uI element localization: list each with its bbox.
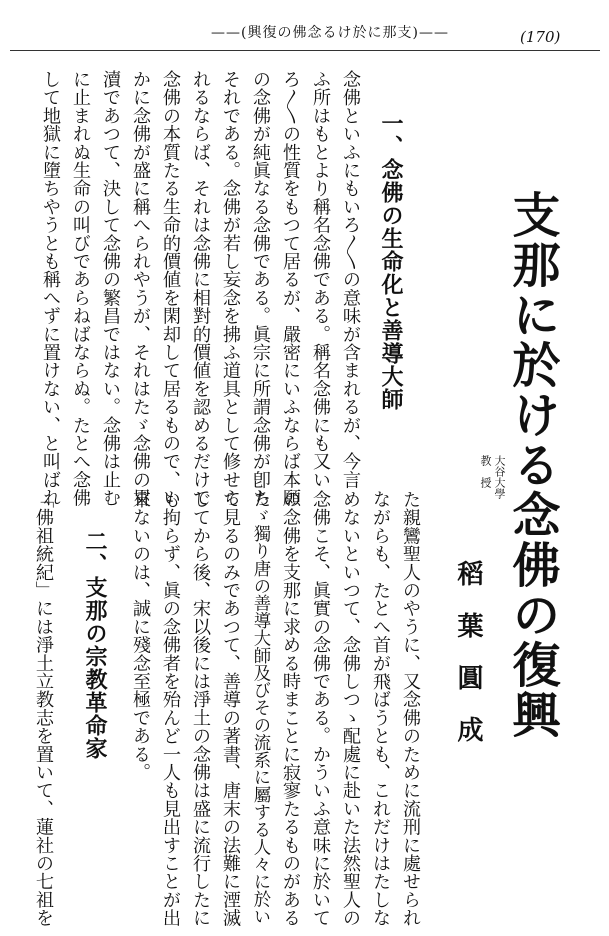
section-1-body-line: 念佛の本質たる生命的價値を閑却して居るもので、い — [160, 70, 181, 507]
section-2-body-line: ながらも、たとへ首が飛ばうとも、これだけはたしな — [370, 490, 391, 927]
section-2-body-line: してから後、宋以後には淨土の念佛は盛に流行したに — [190, 490, 211, 927]
section-1-body-line: それである。念佛が若し妄念を拂ふ道具として修せら — [220, 70, 241, 507]
section-1-body-line: ふ所はもとより稱名念佛である。稱名念佛にも又い — [310, 70, 331, 489]
section-1-body-line: かに念佛が盛に稱へられやうが、それはたゞ念佛の冒 — [130, 70, 151, 507]
section-1-body-line: して地獄に墮ちやうとも稱へずに置けない、と叫ばれ — [40, 70, 61, 507]
section-1-body-line: 念佛といふにもいろ〳〵の意味が含まれるが、今言 — [340, 70, 361, 489]
section-2-body-line: も拘らず、眞の念佛者を殆んど一人も見出すことが出 — [160, 490, 181, 927]
section-1-body-line: ろ〳〵の性質をもつて居るが、嚴密にいふならば本願 — [280, 70, 301, 507]
author-name: 稻葉圓成 — [453, 560, 483, 768]
author-affiliation-line-1: 大谷大學 — [493, 455, 506, 499]
section-1-body-line: の念佛が純眞なる念佛である。眞宗に所謂念佛が卽ち — [250, 70, 271, 507]
section-2-body-line: 來ないのは、誠に殘念至極である。 — [130, 490, 151, 782]
section-2-body-line: て見るのみであつて、善導の著書、唐末の法難に湮滅 — [220, 490, 241, 927]
section-2-body-line: た親鸞聖人のやうに、又念佛のために流刑に處せられ — [400, 490, 421, 927]
section-2-body-line: めないといつて、念佛しつゝ配處に赴いた法然聖人の — [340, 490, 361, 927]
section-1-body-line: 瀆であつて、決して念佛の繁昌ではない。念佛は止む — [100, 70, 121, 507]
section-1-body-line: に止まれぬ生命の叫びであらねばならぬ。たとへ念佛 — [70, 70, 91, 507]
author-affiliation-line-2: 教 授 — [479, 455, 492, 488]
section-2-body-line: 「佛祖統紀」には淨土立教志を置いて、蓮社の七祖を — [33, 490, 54, 927]
section-2-body-line: 念佛こそ、眞實の念佛である。かういふ意味に於いて — [310, 490, 331, 927]
running-title: ——(興復の佛念るけ於に那支)—— — [211, 25, 449, 41]
section-1-body-line: れるならば、それは念佛に相對的價値を認めるだけで — [190, 70, 211, 507]
article-title: 支那に於ける念佛の復興 — [504, 190, 560, 740]
section-2-body-line: の念佛を支那に求める時まことに寂寥たるものがある — [280, 490, 301, 927]
header-divider — [10, 50, 600, 51]
section-1-heading: 一、念佛の生命化と善導大師 — [378, 112, 404, 411]
section-2-body-line: たゞ獨り唐の善導大師及びその流系に屬する人々に於い — [250, 490, 270, 925]
section-2-heading: 二、支那の宗教革命家 — [82, 530, 108, 760]
page-number: (170) — [520, 28, 561, 46]
